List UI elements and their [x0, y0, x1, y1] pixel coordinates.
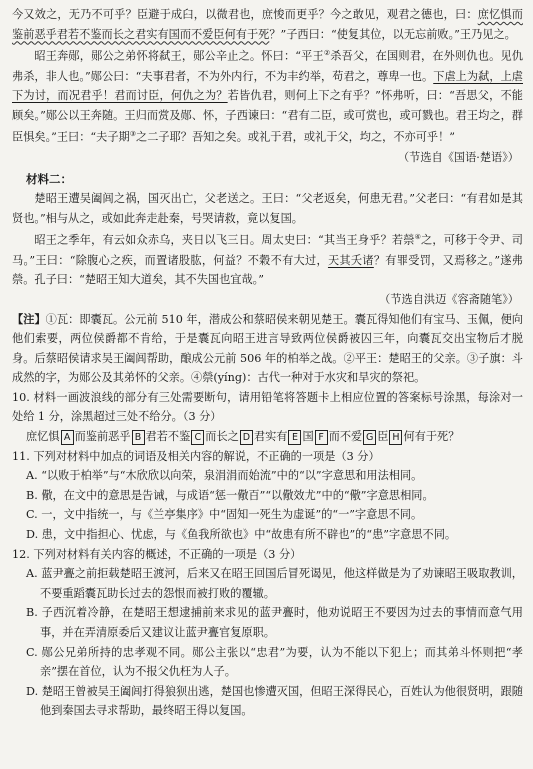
underlined-sentence: 下虐上为弑，上虐下为讨，而况君乎！君而讨臣，何仇之为？ — [12, 69, 523, 103]
q11-option-b[interactable]: B. 儆，在文中的意思是告诫，与成语“惩一儆百”“以儆效尤”中的“儆”字意思相同。 — [26, 488, 434, 502]
q10-segment: 而长之 — [205, 430, 239, 444]
q12-option-b[interactable]: B. 子西沉着冷静，在楚昭王想逮捕前来求见的蓝尹亹时，他劝说昭王不要因为过去的事情而意气用事，并在弄清原委后又建议让蓝尹亹官复原职。 — [26, 606, 523, 640]
material-2-heading: 材料二： — [26, 172, 72, 187]
q10-segment: 庶忆惧 — [26, 430, 60, 444]
q11-option-c[interactable]: C. 一，文中指统一，与《兰亭集序》中“固知一死生为虚诞”的“一”字意思不同。 — [26, 508, 423, 522]
q11-option-d[interactable]: D. 患，文中指担心、忧虑，与《鱼我所欲也》中“故患有所不辟也”的“患”字意思不同。 — [26, 528, 457, 542]
footnote-marker: ② — [323, 49, 331, 58]
answer-box-h[interactable]: H — [389, 430, 402, 445]
q10-segment: 何有于死？ — [403, 430, 460, 444]
q10-segment: 臣 — [377, 430, 389, 444]
question-10-sentence — [26, 427, 523, 447]
footnote-marker: ④ — [414, 233, 422, 242]
wavy-underlined-passage: 庶忆惧而鉴前恶乎君若不鉴而长之君实有国而不爱臣何有于死 — [12, 8, 523, 41]
q10-segment: 而鉴前恶乎 — [74, 430, 131, 444]
footnote-marker: ③ — [129, 130, 136, 139]
passage1-para1 — [12, 5, 523, 44]
q11-option-a[interactable]: A. “以败于柏举”与“木欣欣以向荣，泉涓涓而始流”中的“以”字意思和用法相同。 — [26, 469, 423, 483]
answer-box-b[interactable]: B — [132, 430, 145, 445]
passage2-para1: 楚昭王遭吴阖闾之祸，国灭出亡，父老送之。王曰：“父老返矣，何患无君。”父老曰：“有君如是其贤也。”相与从之，或如此奔走赴秦，号哭请救，竟以复国。 — [12, 192, 523, 225]
answer-box-g[interactable]: G — [363, 430, 376, 445]
passage2-para2 — [12, 228, 523, 290]
q10-segment: 而不爱 — [328, 430, 363, 444]
passage2-text: 昭王之季年，有云如众赤乌，夹日以飞三日。周太史曰：“其当王身乎？若禜 — [34, 234, 415, 248]
passage1-text: 杀吾父，在国则君，在外则仇也。见仇弗杀，非人也。”郧公曰：“夫事君者，不为外内行，不为丰约举，苟君之，尊卑一也。 — [12, 49, 523, 83]
question-12-stem: 12. 下列对材料有关内容的概述，不正确的一项是（3 分） — [12, 547, 302, 561]
answer-box-c[interactable]: C — [191, 430, 204, 445]
passage2-text: ？有罪受罚，又焉移之。”遂弗禜。孔子曰：“楚昭王知大道矣，其不失国也宜哉。” — [12, 253, 523, 287]
q12-option-a[interactable]: A. 蓝尹亹之前拒载楚昭王渡河，后来又在昭王回国后冒死谒见，他这样做是为了劝谏昭王吸取教训，不要重蹈囊瓦助长过去的怨恨而被打败的覆辙。 — [26, 567, 523, 600]
answer-box-f[interactable]: F — [315, 430, 328, 445]
q10-segment: 君实有 — [253, 430, 288, 444]
question-10-stem: 10. 材料一画波浪线的部分有三处需要断句，请用铅笔将答题卡上相应位置的答案标号涂黑，每涂对一处给 1 分，涂黑超过三处不给分。（3 分） — [12, 390, 523, 424]
note-text: ①瓦：即囊瓦。公元前 510 年，潜成公和蔡昭侯来朝见楚王。囊瓦得知他们有宝马、玉佩，便向他们索要，两位侯爵都不肯给，于是囊瓦向昭王进言导致两位侯爵被囚三年，向囊瓦交出宝物后才脱身。后蔡昭侯请求吴王阖闾帮助，酿成公元前 506 年的柏举之战。②平王：楚昭王的父亲。③子旗：斗成然的字，为郧公及其弟怀的父亲。④禜(yíng)：古代一种对于水灾和旱灾的祭祀。 — [12, 312, 523, 385]
passage1-text: 若皆仇君，则何上下之有乎？”怀弗听，曰：“吾思父，不能顾矣。”郧公以王奔随。王归而赏及郧、怀，子西谏曰：“君有二臣，或可赏也，或可戮也。君王均之，群臣惧矣。”王曰：“夫子期 — [12, 89, 523, 145]
passage1-text: 今又效之，无乃不可乎？臣避于成臼，以微君也，庶悛而更乎？今之敢见，观君之德也，曰： — [12, 8, 478, 21]
source-citation-1: （节选自《国语·楚语》） — [397, 150, 519, 164]
passage1-text: ？”子西曰：“使复其位，以无忘前败。”王乃见之。 — [269, 27, 516, 41]
q12-option-d[interactable]: D. 楚昭王曾被吴王阖闾打得狼狈出逃，楚国也惨遭灭国，但昭王深得民心，百姓认为他很贤明，跟随他到秦国去寻求帮助，最终昭王得以复国。 — [26, 684, 523, 718]
note-label: 【注】 — [12, 311, 46, 326]
answer-box-d[interactable]: D — [240, 430, 253, 445]
answer-box-a[interactable]: A — [61, 430, 74, 445]
question-11-stem: 11. 下列对材料中加点的词语及相关内容的解说，不正确的一项是（3 分） — [12, 449, 380, 463]
passage1-text: 之二子耶？吾知之矣。或礼于君，或礼于父，均之，不亦可乎！” — [136, 131, 455, 145]
underlined-sentence: 天其夭诸 — [327, 253, 374, 267]
passage1-para2 — [12, 44, 523, 147]
passage1-text: 昭王奔郧，郧公之弟怀将弑王，郧公辛止之。怀曰：“平王 — [34, 49, 324, 63]
q10-segment: 君若不鉴 — [145, 430, 191, 444]
footnotes — [12, 310, 523, 388]
passage2-text: 之，可移于令尹、司马。”王曰：“除腹心之疾，而置诸股肱，何益？不穀不有大过， — [12, 234, 523, 267]
q10-segment: 国 — [302, 430, 314, 444]
answer-box-e[interactable]: E — [288, 430, 301, 445]
q12-option-c[interactable]: C. 郧公兄弟所持的忠孝观不同。郧公主张以“忠君”为要，认为不能以下犯上；而其弟斗怀则把“孝亲”摆在首位，认为不报父仇枉为人子。 — [26, 645, 523, 679]
source-citation-2: （节选自洪迈《容斋随笔》） — [379, 292, 519, 306]
